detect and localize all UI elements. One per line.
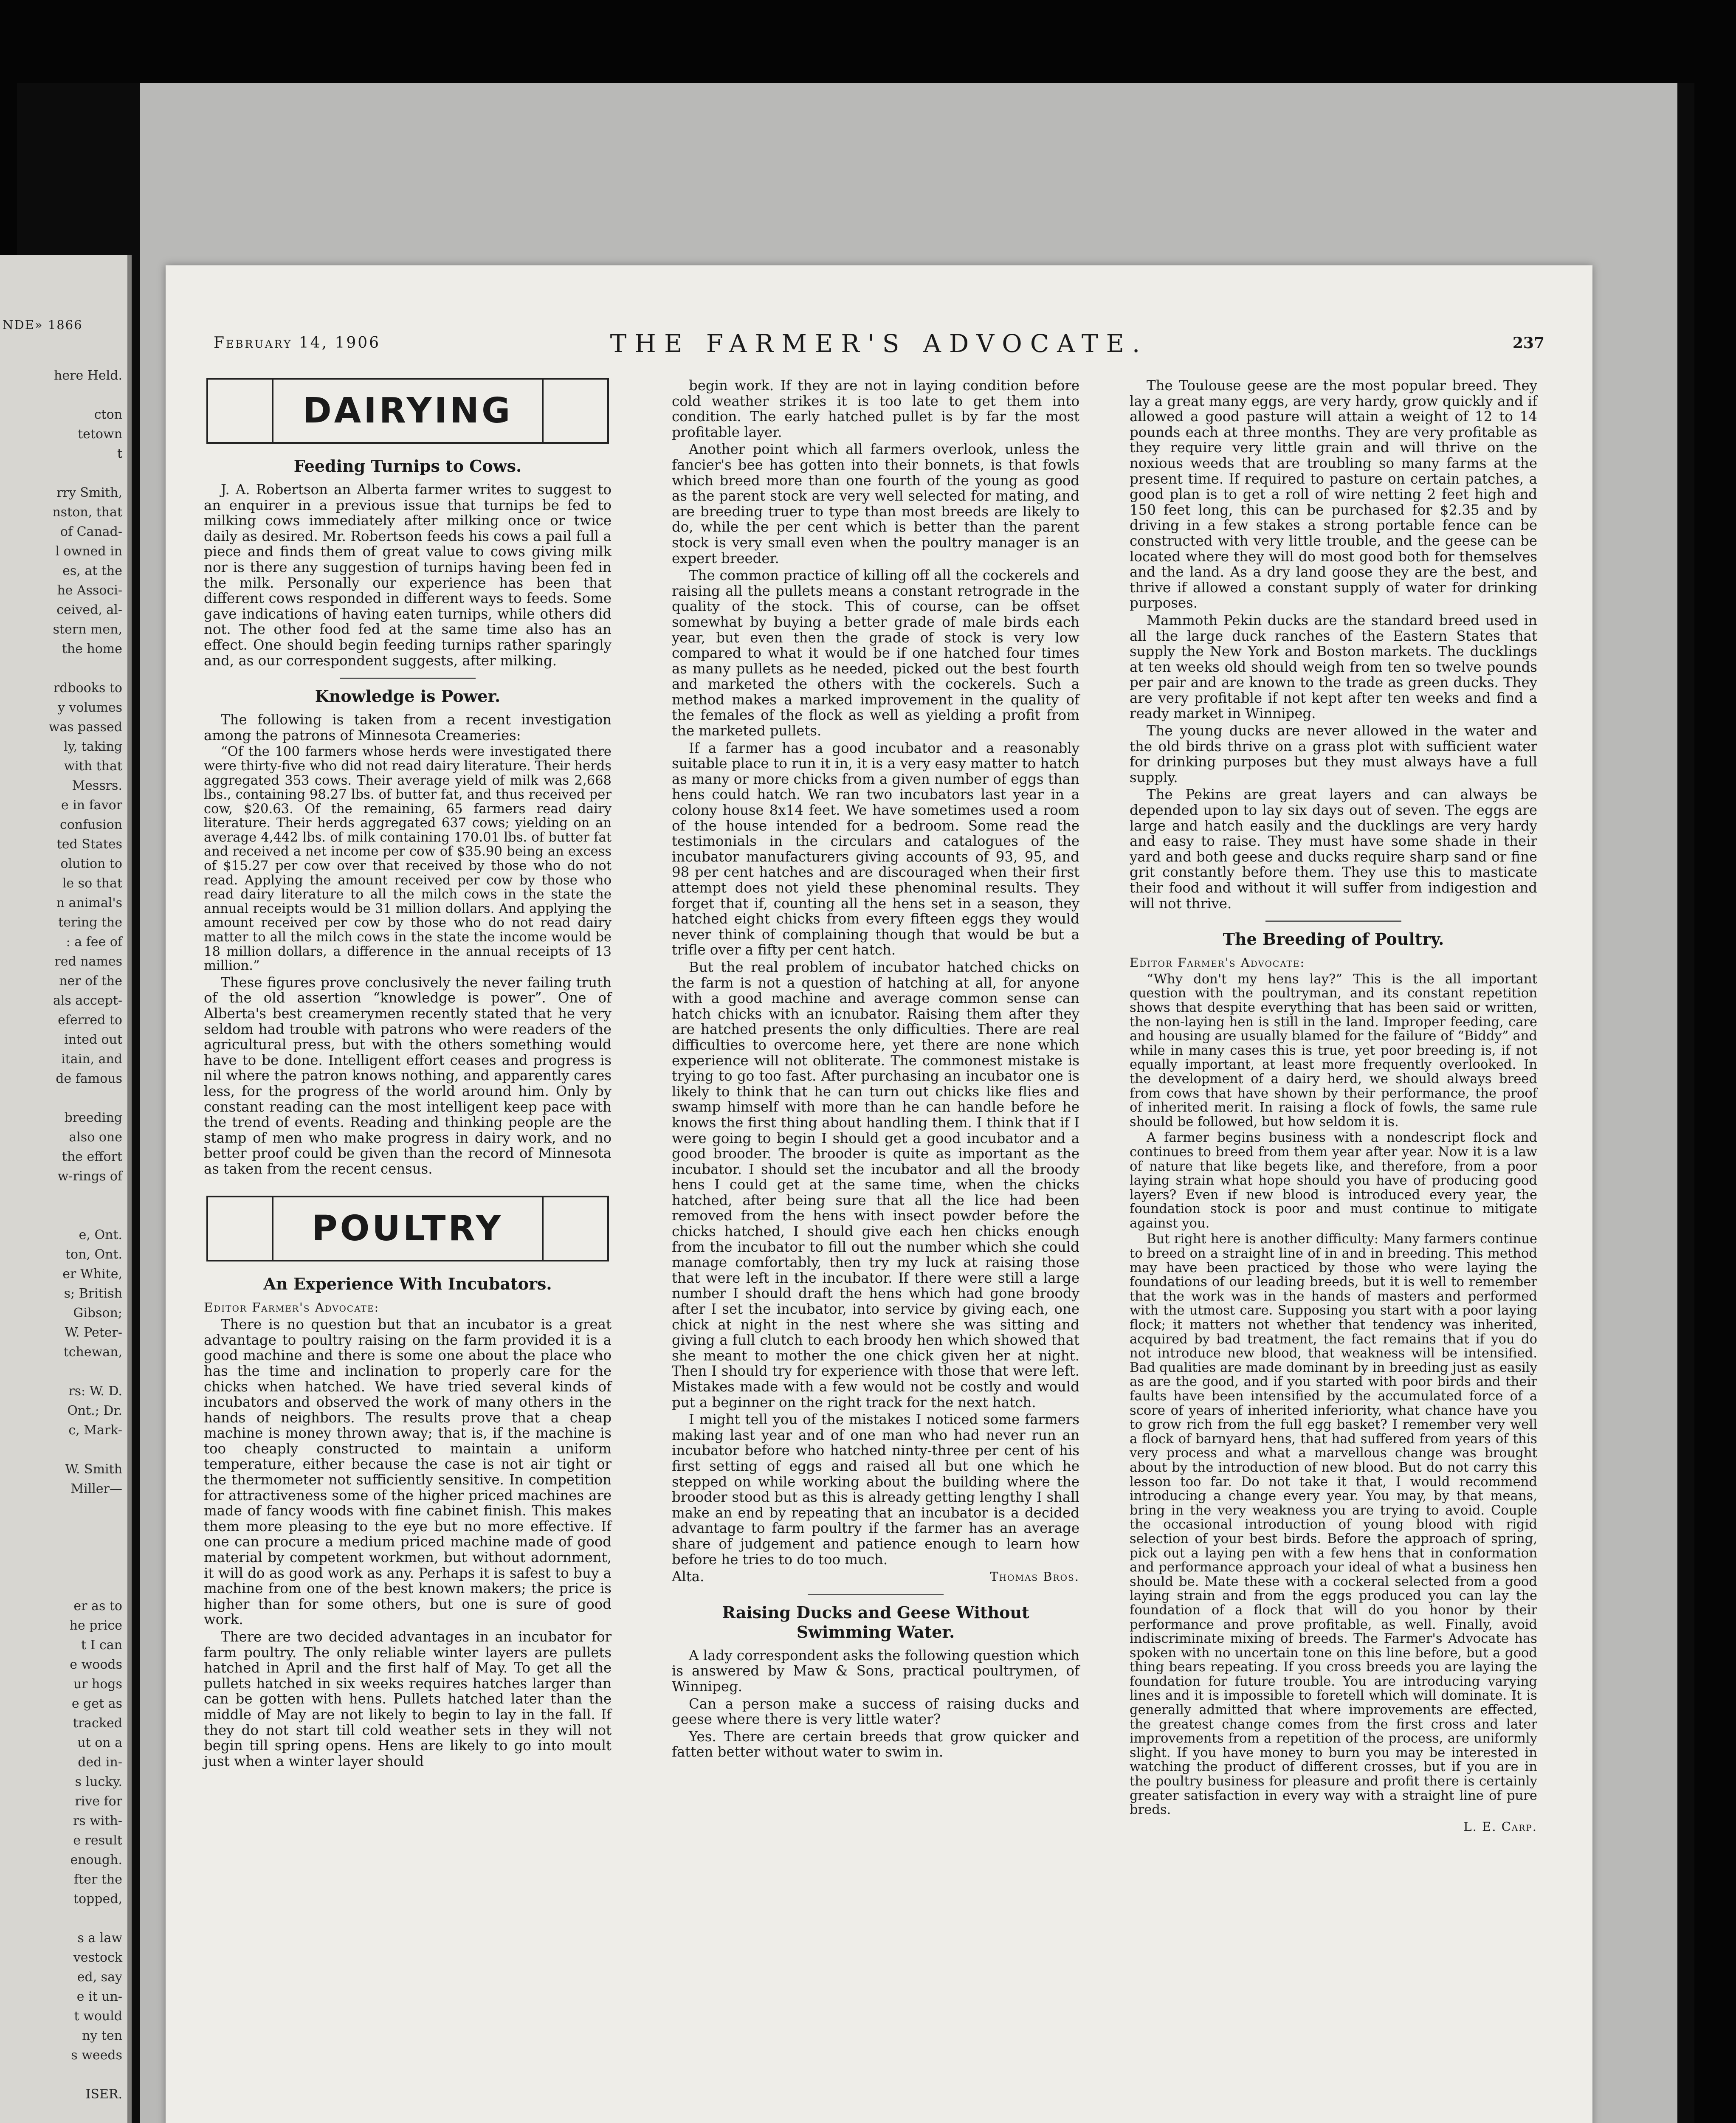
poultry-banner <box>206 1196 609 1261</box>
paragraph: begin work. If they are not in laying condition before cold weather strikes it is too late to get them into condition. The early hatched pullet is by far the most profitable layer. <box>672 377 1079 440</box>
article-title-feeding-turnips: Feeding Turnips to Cows. <box>293 456 522 476</box>
publication-title: THE FARMER'S ADVOCATE. <box>610 329 1148 358</box>
signoff <box>672 1569 1079 1585</box>
article-body-incubators-continued <box>672 378 1079 1567</box>
paragraph: Yes. There are certain breeds that grow quicker and fatten better without water to swim in. <box>672 1728 1079 1760</box>
paragraph: The Pekins are great layers and can always be depended upon to lay six days out of seven. The eggs are large and hatch easily and the ducklings are very hardy and easy to raise. They must have some shade in their yard and both geese and ducks require sharp sand or fine grit constantly before them. They use this to masticate their food and without it will suffer from indigestion and will not thrive. <box>1130 786 1537 912</box>
paragraph: The Toulouse geese are the most popular breed. They lay a great many eggs, are very hardy, grow quickly and if allowed a good pasture will attain a weight of 12 to 14 pounds each at three months. They are very profitable as they require very little grain and will thrive on the noxious weeds that are troubling so many farms at the present time. If required to pasture on certain patches, a good plan is to get a roll of wire netting 2 feet high and 150 feet long, this can be purchased for $2.35 and by driving in a few stakes a strong portable fence can be constructed with very little trouble, and the geese can be located where they will do most good both for themselves and the land. As a dry land goose they are the best, and thrive if allowed a constant supply of water for drinking purposes. <box>1130 377 1537 611</box>
paragraph: If a farmer has a good incubator and a reasonably suitable place to run it in, it is a very easy matter to hatch as many or more chicks from a given number of eggs than hens could hatch. We ran two incubators last year in a colony house 8x14 feet. We have sometimes used a room of the house intended for a bedroom. Some read the testimonials in the circulars and catalogues of the incubator manufacturers giving accounts of 93, 95, and 98 per cent hatches and are discouraged when their first attempt does not yield these phenominal results. They forget that if, counting all the hens set in a season, they hatched eight chicks from every fifteen eggs they would never think of complaining though that would be but a trifle over a fifty per cent hatch. <box>672 740 1079 958</box>
article-title-ducks-geese: Raising Ducks and Geese Without Swimming Water. <box>722 1602 1029 1642</box>
column-1 <box>204 378 612 1771</box>
paragraph: Another point which all farmers overlook, unless the fancier's bee has gotten into their bonnets, is that fowls which breed more than one fourth of the young as good as the parent stock are very well selected for mating, and are breeding truer to type than most breeds are likely to do, while the per cent which is better than the parent stock is very small even when the poultry manager is an expert breeder. <box>672 441 1079 566</box>
paragraph: A lady correspondent asks the following question which is answered by Maw & Sons, practical poultrymen, of Winnipeg. <box>672 1647 1079 1695</box>
article-intro: The following is taken from a recent investigation among the patrons of Minnesota Creameries: <box>204 712 612 743</box>
paragraph: But right here is another difficulty: Many farmers continue to breed on a straight line of in and in breeding. This method may have been practiced by those who were laying the foundations of our leading breeds, but it is well to remember that the work was in the hands of masters and performed with the utmost care. Supposing you start with a poor laying flock; it matters not whether that tendency was inherited, acquired by bad treatment, the fact remains that if you do not introduce new blood, that weakness will be intensified. Bad qualities are made dominant by in breeding just as easily as are the good, and if you started with poor birds and their faults have been intensified by the accumulated force of a score of years of inherited inferiority, what chance have you to grow rich from the full egg basket? I remember very well a flock of barnyard hens, that had suffered from years of this very process and what a marvellous change was brought about by the introduction of new blood. But do not carry this lesson too far. Do not take it that, I would recommend introducing a change every year. You may, by that means, bring in the very weakness you are trying to avoid. Couple the occasional introduction of young blood with rigid selection of your best birds. Before the approach of spring, pick out a laying pen with a few hens that in conformation and performance approach your ideal of what a business hen should be. Mate these with a cockeral selected from a good laying strain and from the eggs produced you can lay the foundation of a flock that will do you honor by their performance and prove profitable, as well. Finally, avoid indiscriminate mixing of breeds. The Farmer's Advocate has spoken with no uncertain tone on this line before, but a good thing bears repeating. If you cross breeds you are laying the foundation for future trouble. You are introducing varying lines and it is impossible to foretell which will dominate. It is generally admitted that where improvements are effected, the greatest change comes from the first cross and later improvements from a repetition of the process, are uniformly slight. If you have money to burn you may be interested in watching the product of different crosses, but if you are in the poultry business for pleasure and profit there is certainly greater satisfaction in every way with a straight line of pure breds. <box>1130 1232 1537 1818</box>
article-body-ducks-geese <box>672 1648 1079 1760</box>
signoff-name: Thomas Bros. <box>990 1569 1079 1584</box>
paragraph: But the real problem of incubator hatched chicks on the farm is not a question of hatching at all, for anyone with a good machine and average common sense can hatch chicks with an icnubator. Raising them after they are hatched presents the only difficulties. There are real difficulties to overcome here, yet there are none which experience will not obliterate. The commonest mistake is trying to go too fast. After purchasing an incubator one is likely to think that he can turn out chicks like flies and swamp himself with more than he can handle before he knows the first thing about handling them. I think that if I were going to begin I should get a good incubator and a good brooder. The brooder is quite as important as the incubator. I should set the incubator and all the broody hens I could get at the same time, when the chicks hatched, after being sure that all the lice had been removed from the hens with insect powder before the chicks hatched, I should give each hen chicks enough from the incubator to fill out the number which she could manage comfortably, then try my luck at raising those that were left in the incubator. If there were still a large number I should draft the hens which had gone broody after I set the incubator, into service by giving each, one chick at night in the nest where she was sitting and giving a full clutch to each broody hen which showed that she meant to mother the one chick given her at night. Then I should try for experience with those that were left. Mistakes made with a few would not be costly and would put a beginner on the right track for the next hatch. <box>672 959 1079 1411</box>
editor-salutation: Editor Farmer's Advocate: <box>1130 955 1305 970</box>
divider <box>808 1594 944 1595</box>
paragraph: The common practice of killing off all the cockerels and raising all the pullets means a constant retrograde in the quality of the stock. This of course, can be offset somewhat by buying a better grade of male birds each year, but even then the grade of stock is very low compared to what it would be if one hatched four times as many pullets as he needed, picked out the best fourth and marketed the others with the cockerels. Such a method makes a marked improvement in the quality of the females of the flock as well as yielding a profit from the marketed pullets. <box>672 567 1079 739</box>
paragraph: These figures prove conclusively the never failing truth of the old assertion “knowledge is power”. One of Alberta's best creamerymen recently stated that he very seldom had trouble with patrons who were readers of the agricultural press, but with the others something would have to be done. Intelligent effort ceases and progress is nil where the patron knows nothing, and apparently cares less, for the progress of the world around him. Only by constant reading can the most intelligent keep pace with the trend of events. Reading and thinking people are the stamp of men who make progress in dairy work, and no better proof could be given than the record of Minnesota as taken from the recent census. <box>204 974 612 1177</box>
scan-border-right <box>1694 0 1736 2123</box>
column-3 <box>1130 378 1537 1836</box>
paragraph: There are two decided advantages in an incubator for farm poultry. The only reliable winter layers are pullets hatched in April and the first half of May. To get all the pullets hatched in six weeks requires hatches larger than can be gotten with hens. Pullets hatched later than the middle of May are not likely to begin to lay in the fall. If they do not start till cold weather sets in they will not begin till spring opens. Hens are likely to go into moult just when a winter layer should <box>204 1629 612 1769</box>
paragraph: Can a person make a success of raising ducks and geese where there is very little water? <box>672 1695 1079 1728</box>
paragraph: Mammoth Pekin ducks are the standard breed used in all the large duck ranches of the Eastern States that supply the New York and Boston markets. The ducklings at ten weeks old should weigh from ten so twelve pounds per pair and are known to the trade as green ducks. They are very profitable if not kept after ten weeks and find a ready market in Winnipeg. <box>1130 612 1537 722</box>
divider <box>340 678 476 679</box>
dairying-banner-text: DAIRYING <box>302 391 513 431</box>
paragraph: I might tell you of the mistakes I noticed some farmers making last year and of one man who had never run an incubator before who hatched ninty-three per cent of his first setting of eggs and raised all but one which he stepped on while working about the building where the brooder stood but as this is already getting lengthy I shall make an end by repeating that an incubator is a decided advantage to farm poultry if the farmer has an average share of judgement and patience enough to learn how before he tries to do too much. <box>672 1411 1079 1568</box>
article-body-knowledge-is-power <box>204 975 612 1177</box>
previous-page-header: NDE» 1866 <box>3 318 83 332</box>
previous-page-fragment <box>0 255 132 2123</box>
article-body-feeding-turnips <box>204 482 612 668</box>
page-number: 237 <box>1512 334 1544 352</box>
article-body-breeding-poultry <box>1130 972 1537 1817</box>
dairying-banner <box>206 378 609 444</box>
issue-date: February 14, 1906 <box>214 334 381 352</box>
signoff-name: L. E. Carp. <box>1463 1819 1537 1834</box>
article-body-ducks-geese-continued <box>1130 378 1537 911</box>
paragraph: The young ducks are never allowed in the water and the old birds thrive on a grass plot with sufficient water for drinking purposes but they must always have a full supply. <box>1130 723 1537 786</box>
article-title-breeding-poultry: The Breeding of Poultry. <box>1223 929 1444 949</box>
paragraph: A farmer begins business with a nondescript flock and continues to breed from them year after year. Now it is a law of nature that like begets like, and therefore, from a poor laying strain what hope should you have of producing good layers? Even if new blood is introduced every year, the foundation stock is poor and must continue to mitigate against you. <box>1130 1130 1537 1231</box>
signoff-place: Alta. <box>672 1568 705 1585</box>
article-body-incubators <box>204 1317 612 1769</box>
divider <box>1265 921 1401 922</box>
paragraph: J. A. Robertson an Alberta farmer writes to suggest to an enquirer in a previous issue that turnips be fed to milking cows immediately after milking once or twice daily as desired. Mr. Robertson feeds his cows a pail full a piece and finds them of great value to cows giving milk nor is there any suggestion of turnips having been fed in the milk. Personally our experience has been that different cows responded in different ways to feeds. Some gave indications of having eaten turnips, while others did not. The other food fed at the same time also has an effect. One should begin feeding turnips rather sparingly and, as our correspondent suggests, after milking. <box>204 481 612 669</box>
running-head <box>166 329 1592 363</box>
previous-page-text: here Held. cton tetown t rry Smith, nston, that of Canad- l owned in es, at the he Associ- ceived, al- stern men, the home rdbooks to y volumes was passed ly, taking with that Messrs. e in favor confusion ted States olution to le so that n animal's tering the : a fee of red names ner of the als accept- eferred to inted out itain, and de famous breeding also one the effort w-rings of e, Ont. ton, Ont. er White, s; British Gibson; W. Peter- tchewan, rs: W. D. Ont.; Dr. c, Mark- W. Smith Miller— er as to he price t I can e woods ur hogs e get as tracked ut on a ded in- s lucky. rive for rs with- e result enough. fter the topped, s a law vestock ed, say e it un- t would ny ten s weeds ISER. <box>48 368 122 2102</box>
paragraph: There is no question but that an incubator is a great advantage to poultry raising on the farm provided it is a good machine and there is some one about the place who has the time and inclination to properly care for the chicks when hatched. We have tried several kinds of incubators and observed the work of many others in the hands of neighbors. The results prove that a cheap machine is money thrown away; that is, if the machine is too cheaply constructed to maintain a uniform temperature, either because the case is not air tight or the thermometer not sufficiently sensitive. In competition for attractiveness some of the higher priced machines are made of fancy woods with fine cabinet finish. This makes them more pleasing to the eye but no more effective. If one can procure a medium priced machine made of good material by competent workmen, but without adornment, it will do as good work as any. Perhaps it is safest to buy a machine from one of the best known makers; the price is higher than for some others, but one is sure of good work. <box>204 1316 612 1628</box>
editor-salutation: Editor Farmer's Advocate: <box>204 1300 380 1315</box>
quoted-report: “Of the 100 farmers whose herds were investigated there were thirty-five who did not read dairy literature. Their herds aggregated 353 cows. Their average yield of milk was 2,668 lbs., containing 98.27 lbs. of butter fat, and thus received per cow, $20.63. Of the remaining, 65 farmers read dairy literature. Their herds aggregated 637 cows; yielding on an average 4,442 lbs. of milk containing 170.01 lbs. of butter fat and received a net income per cow of $35.90 being an excess of $15.27 per cow over that received by those who do not read. Applying the amount received per cow by those who read dairy literature to all the milch cows in the state the annual receipts would be 31 million dollars. And applying the amount received per cow by those who do not read dairy matter to all the milch cows in the state the income would be 18 million dollars, a difference in the annual receipts of 13 million.” <box>204 744 612 974</box>
article-title-incubators: An Experience With Incubators. <box>263 1274 552 1293</box>
scan-border-top <box>0 0 1736 83</box>
newspaper-page <box>166 265 1592 2123</box>
article-title-knowledge-is-power: Knowledge is Power. <box>315 687 501 706</box>
column-2 <box>672 378 1079 1762</box>
paragraph: “Why don't my hens lay?” This is the all important question with the poultryman, and its constant repetition shows that despite everything that has been said or written, the non-laying hen is still in the land. Improper feeding, care and housing are usually blamed for the failure of “Biddy” and while in many cases this is true, yet poor breeding is, if not equally important, at least more frequently overlooked. In the development of a dairy herd, we should always breed from cows that have shown by their performance, the proof of inherited merit. In raising a flock of fowls, the same rule should be followed, but how seldom it is. <box>1130 971 1537 1129</box>
poultry-banner-text: POULTRY <box>312 1208 504 1249</box>
